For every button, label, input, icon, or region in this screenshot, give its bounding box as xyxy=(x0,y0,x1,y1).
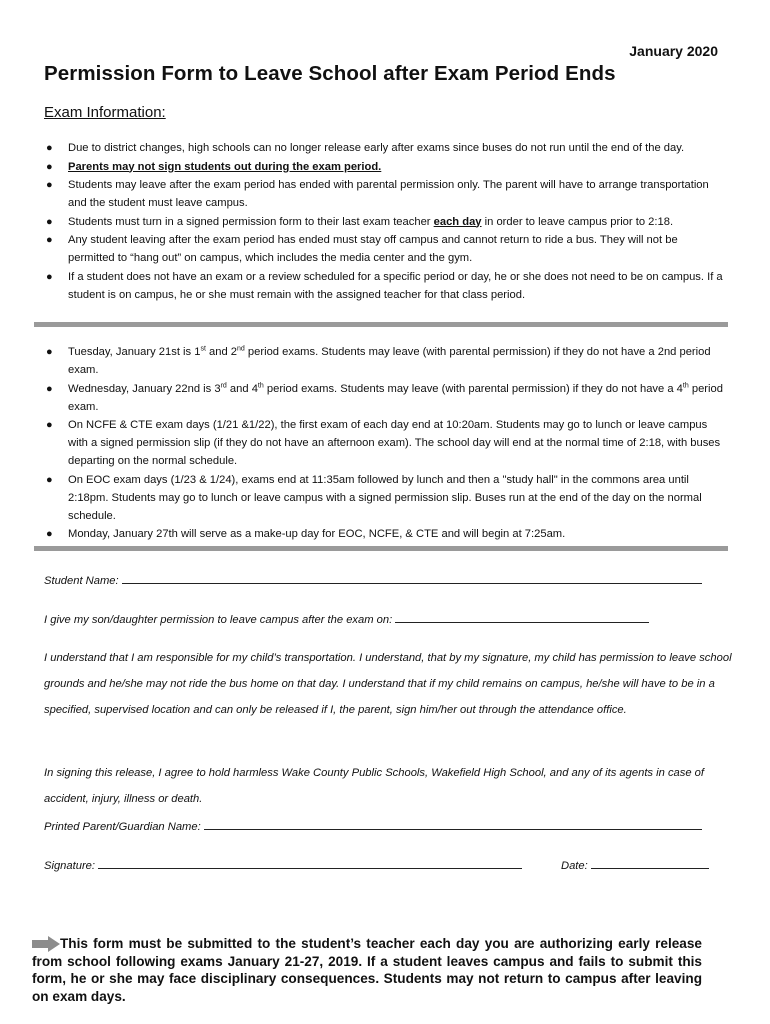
date-row xyxy=(561,857,709,872)
list-item: ● If a student does not have an exam or a review scheduled for a specific period or day, he or she does not need to be on campus. If a student is on campus, he or she must remain with the assigned teacher for that class period. xyxy=(46,270,723,301)
signature-label: Signature: xyxy=(44,860,95,872)
permission-label: I give my son/daughter permission to leave campus after the exam on: xyxy=(44,614,393,626)
student-name-label: Student Name: xyxy=(44,575,119,587)
release-statement: In signing this release, I agree to hold harmless Wake County Public Schools, Wakefield High School, and any of its agents in case of accident, injury, illness or death. xyxy=(44,767,705,805)
list-item: ● Students may leave after the exam period has ended with parental permission only. The parent will have to arrange transportation and the student must leave campus. xyxy=(46,179,709,209)
list-item: ● Wednesday, January 22nd is 3rd and 4th period exams. Students may leave (with parental permission) if they do not have a 4th period exam. xyxy=(46,381,723,413)
exam-date-field[interactable] xyxy=(395,611,649,623)
signature-field[interactable] xyxy=(98,857,522,869)
page-title: Permission Form to Leave School after Exam Period Ends xyxy=(44,62,616,85)
date-label: Date: xyxy=(561,860,588,872)
list-item: ● Students must turn in a signed permission form to their last exam teacher each day in order to leave campus prior to 2:18. xyxy=(46,215,674,228)
printed-name-field[interactable] xyxy=(204,818,702,830)
list-item: ● On EOC exam days (1/23 & 1/24), exams end at 11:35am followed by lunch and then a "study hall" in the commons area until 2:18pm. Students may go to lunch or leave campus with a signed permission slip. Buses run at the end of the day on the normal schedule. xyxy=(46,473,702,522)
printed-name-row xyxy=(44,818,702,833)
list-item: ● Due to district changes, high schools can no longer release early after exams since buses do not run until the end of the day. xyxy=(46,142,685,154)
section-divider xyxy=(34,322,728,327)
date-field[interactable] xyxy=(591,857,709,869)
list-item: ● Monday, January 27th will serve as a make-up day for EOC, NCFE, & CTE and will begin at 7:25am. xyxy=(46,528,566,540)
document-date: January 2020 xyxy=(629,43,718,59)
list-item: ● Any student leaving after the exam period has ended must stay off campus and cannot return to ride a bus. They will not be permitted to “hang out” on campus, which includes the media center and the gym. xyxy=(46,234,678,264)
student-name-row xyxy=(44,572,702,587)
section-heading: Exam Information: xyxy=(44,104,166,121)
list-item: ● Tuesday, January 21st is 1st and 2nd period exams. Students may leave (with parental permission) if they do not have a 2nd period exam. xyxy=(46,345,711,376)
exam-date-row xyxy=(44,611,649,626)
list-item: ● On NCFE & CTE exam days (1/21 &1/22), the first exam of each day end at 10:20am. Students may go to lunch or leave campus with a signed permission slip (if they do not have an afternoon exam). The school day will end at the normal time of 2:18, with buses departing on the normal schedule. xyxy=(46,419,721,467)
signature-row xyxy=(44,857,522,872)
printed-name-label: Printed Parent/Guardian Name: xyxy=(44,821,201,833)
student-name-field[interactable] xyxy=(122,572,702,584)
exam-info-list xyxy=(44,139,724,304)
list-item: ● Parents may not sign students out during the exam period. xyxy=(46,160,382,173)
exam-schedule-list xyxy=(44,343,724,544)
footer-notice: This form must be submitted to the student’s teacher each day you are authorizing early release from school following exams January 21-27, 2019. If a student leaves campus and fails to submit this form, he or she may face disciplinary consequences. Students may not return to campus after leaving on exam days. xyxy=(32,936,702,1004)
understanding-statement: I understand that I am responsible for my child’s transportation. I understand, that by my signature, my child has permission to leave school grounds and he/she may not ride the bus home on that day. I understand that if my child remains on campus, he/she will have to be in a specified, supervised location and can only be released if I, the parent, sign him/her out through the attendance office. xyxy=(44,652,732,716)
section-divider xyxy=(34,546,728,551)
